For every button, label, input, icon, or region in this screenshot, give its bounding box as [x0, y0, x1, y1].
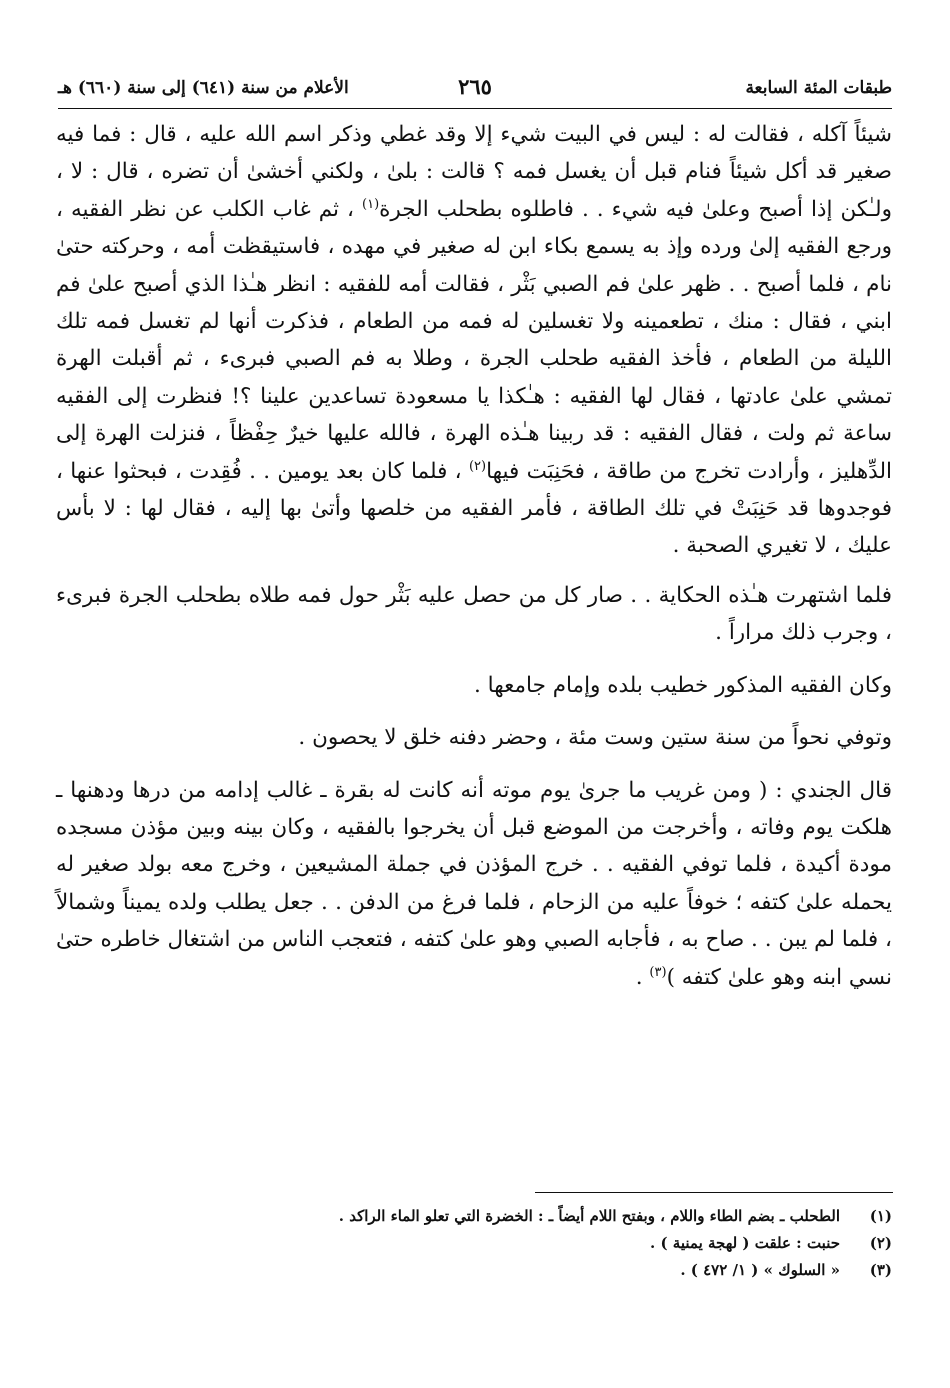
- footnote-ref-2[interactable]: (٢): [468, 458, 487, 474]
- paragraph-5: [56, 772, 892, 996]
- running-header: [58, 70, 892, 104]
- paragraph-4: وتوفي نحواً من سنة ستين وست مئة ، وحضر دفنه خلق لا يحصون .: [298, 725, 892, 751]
- footnote-3: [58, 1257, 892, 1284]
- header-section-title: طبقات المئة السابعة: [745, 78, 892, 98]
- footnote-1: [58, 1203, 892, 1230]
- paragraph-1-text: شيئاً آكله ، فقالت له : ليس في البيت شيء إلا وقد غطي وذكر اسم الله عليه ، قال : فما فيه صغير قد أكل شيئاً فنام قبل أن يغسل فمه ؟ قالت : بلىٰ ، ولكني أخشىٰ أن تضره ، قال : لا ، ولـٰكن إذا أصبح وعلىٰ فيه شيء . . فاطلوه بطحلب الجرة: [56, 122, 892, 222]
- paragraph-5-period: .: [635, 964, 650, 990]
- footnote-2: [58, 1230, 892, 1257]
- paragraph-1-end: ، فلما كان بعد يومين . . فُقِدت ، فبحثوا عنها ، فوجدوها قد حَنِبَتْ في تلك الطاقة ، فأمر الفقيه من خلصها وأتىٰ بها إليه ، فقال لها : لا بأس عليك ، لا تغيري الصحبة .: [56, 458, 892, 559]
- footnote-number: (٣): [869, 1261, 892, 1279]
- paragraph-5-text: قال الجندي : ( ومن غريب ما جرىٰ يوم موته أنه كانت له بقرة ـ غالب إدامه من درها ودهنها ـ هلكت يوم وفاته ، وأخرجت من الموضع قبل أن يخرجوا بالفقيه ، وكان بينه وبين مؤذن مسجده مودة أكيدة ، فلما توفي الفقيه . . خرج المؤذن في جملة المشيعين ، وخرج معه بولد صغير له يحمله علىٰ كتفه ؛ خوفاً عليه من الزحام ، فلما فرغ من الدفن . . جعل يطلب ولده يميناً وشمالاً ، فلما لم يبن . . صاح به ، فأجابه الصبي وهو علىٰ كتفه ، فتعجب الناس من اشتغال خاطره حتىٰ نسي ابنه وهو علىٰ كتفه ): [56, 777, 892, 990]
- main-text: [56, 116, 892, 996]
- paragraph-2: فلما اشتهرت هـٰذه الحكاية . . صار كل من حصل عليه بَثْر حول فمه طلاه بطحلب الجرة فبرىء ، وجرب ذلك مراراً .: [56, 582, 892, 646]
- footnote-text: « السلوك » ( ١/ ٤٧٢ ) .: [680, 1261, 840, 1279]
- footnotes: [58, 1203, 892, 1284]
- footnote-text: حنبت : علقت ( لهجة يمنية ) .: [650, 1234, 840, 1252]
- footnote-ref-1[interactable]: (١): [362, 196, 380, 212]
- footnote-text: الطحلب ـ بضم الطاء واللام ، وبفتح اللام أيضاً ـ : الخضرة التي تعلو الماء الراكد .: [338, 1207, 840, 1225]
- paragraph-1: [56, 116, 892, 565]
- footnote-number: (٢): [869, 1234, 892, 1252]
- paragraph-1-continued: ، ثم غاب الكلب عن نظر الفقيه ، ورجع الفقيه إلىٰ ورده وإذ به يسمع بكاء ابن له صغير في مهده ، فاستيقظت أمه ، وحركته حتىٰ نام ، فلما أصبح . . ظهر علىٰ فم الصبي بَثْر ، فقالت أمه للفقيه : انظر هـٰذا الذي أصبح علىٰ فم ابني ، فقال : منك ، تطعمينه ولا تغسلين له فمه من الطعام ، فذكرت أنها لم تغسل فمه تلك الليلة من الطعام ، فأخذ الفقيه طحلب الجرة ، وطلا به فم الصبي فبرىء ، ثم أقبلت الهرة تمشي علىٰ عادتها ، فقال لها الفقيه : هـٰكذا يا مسعودة تساعدين علينا ؟! فنظرت إلى الفقيه ساعة ثم ولت ، فقال الفقيه : قد ربينا هـٰذه الهرة ، فالله عليها خيرٌ حِفْظاً ، فنزلت الهرة إلى الدِّهليز ، وأرادت تخرج من طاقة ، فحَنِبَت فيها: [56, 196, 892, 484]
- paragraph-3: وكان الفقيه المذكور خطيب بلده وإمام جامعها .: [474, 672, 892, 698]
- header-date-range: الأعلام من سنة (٦٤١) إلى سنة (٦٦٠) هـ: [58, 78, 349, 98]
- header-rule: [58, 108, 892, 109]
- footnote-rule: [535, 1192, 893, 1193]
- footnote-ref-3[interactable]: (٣): [649, 964, 667, 980]
- footnote-number: (١): [869, 1207, 892, 1225]
- page-number: ٢٦٥: [458, 74, 492, 99]
